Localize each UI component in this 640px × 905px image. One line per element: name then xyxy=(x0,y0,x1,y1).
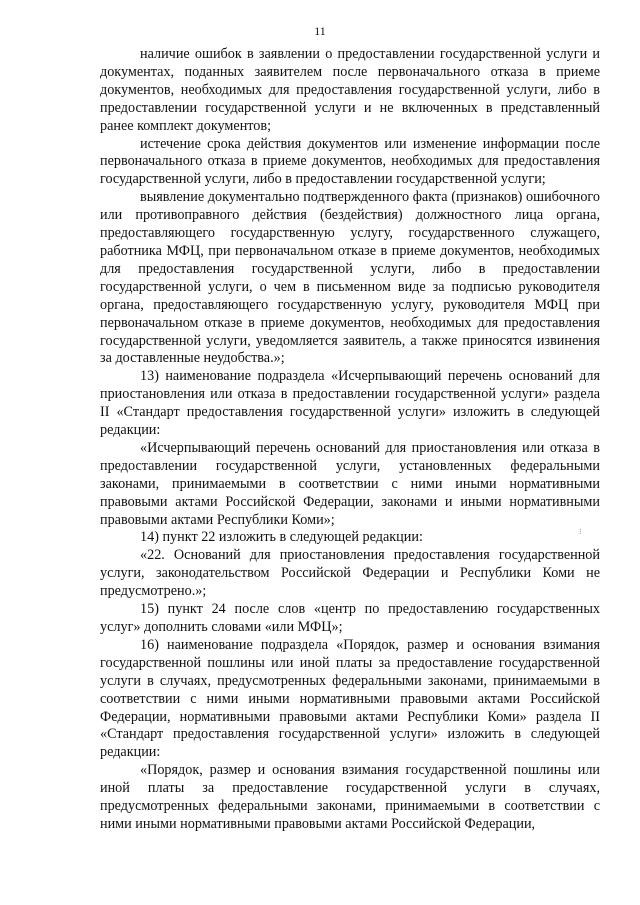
paragraph-document-expiry: истечение срока действия документов или изменение информации после первоначального отказа в приеме документов, необходимых для предоставления государственной услуги, либо в предоставлении государственной услуги; xyxy=(100,135,600,188)
paragraph-item-16: 16) наименование подраздела «Порядок, размер и основания взимания государственной пошлины или иной платы за предоставление государственной услуги в случаях, предусмотренных федеральными законами, принимаемыми в соответствии с ними иными нормативными правовыми актами Российской Федерации, нормативными правовыми актами Республики Коми» раздела II «Стандарт предоставления государственной услуги» изложить в следующей редакции: xyxy=(100,636,600,761)
paragraph-item-13: 13) наименование подраздела «Исчерпывающий перечень оснований для приостановления или отказа в предоставлении государственной услуги» раздела II «Стандарт предоставления государственной услуги» изложить в следующей редакции: xyxy=(100,368,600,439)
paragraph-item-14-quote: «22. Оснований для приостановления предоставления государственной услуги, законодательством Российской Федерации и Республики Коми не предусмотрено.»; xyxy=(100,547,600,600)
document-body xyxy=(100,46,600,834)
paragraph-item-13-quote: «Исчерпывающий перечень оснований для приостановления или отказа в предоставлении государственной услуги, установленных федеральными законами, принимаемыми в соответствии с ними иными нормативными правовыми актами Российской Федерации, законами и иными нормативными правовыми актами Республики Коми»; xyxy=(100,439,600,528)
paragraph-item-14: 14) пункт 22 изложить в следующей редакции: xyxy=(140,529,423,546)
paragraph-item-16-quote: «Порядок, размер и основания взимания государственной пошлины или иной платы за предоставление государственной услуги в случаях, предусмотренных федеральными законами, принимаемыми в соответствии с ними иными нормативными правовыми актами Российской Федерации, xyxy=(100,762,600,832)
paragraph-unlawful-action: выявление документально подтвержденного факта (признаков) ошибочного или противоправного действия (бездействия) должностного лица органа, предоставляющего государственную услугу, государственного служащего, работника МФЦ, при первоначальном отказе в приеме документов, необходимых для предоставления государственной услуги, либо в предоставлении государственной услуги, о чем в письменном виде за подписью руководителя органа, предоставляющего государственную услугу, руководителя МФЦ при первоначальном отказе в приеме документов, необходимых для предоставления государственной услуги, уведомляется заявитель, а также приносятся извинения за доставленные неудобства.»; xyxy=(100,189,600,367)
page-number: 11 xyxy=(314,24,326,38)
scan-artifact-mark: ⁝ xyxy=(579,527,582,536)
paragraph-item-15: 15) пункт 24 после слов «центр по предоставлению государственных услуг» дополнить словами «или МФЦ»; xyxy=(100,601,600,635)
paragraph-errors-in-application: наличие ошибок в заявлении о предоставлении государственной услуги и документах, поданных заявителем после первоначального отказа в приеме документов, необходимых для предоставления государственной услуги, либо в предоставлении государственной услуги и не включенных в представленный ранее комплект документов; xyxy=(100,46,600,134)
